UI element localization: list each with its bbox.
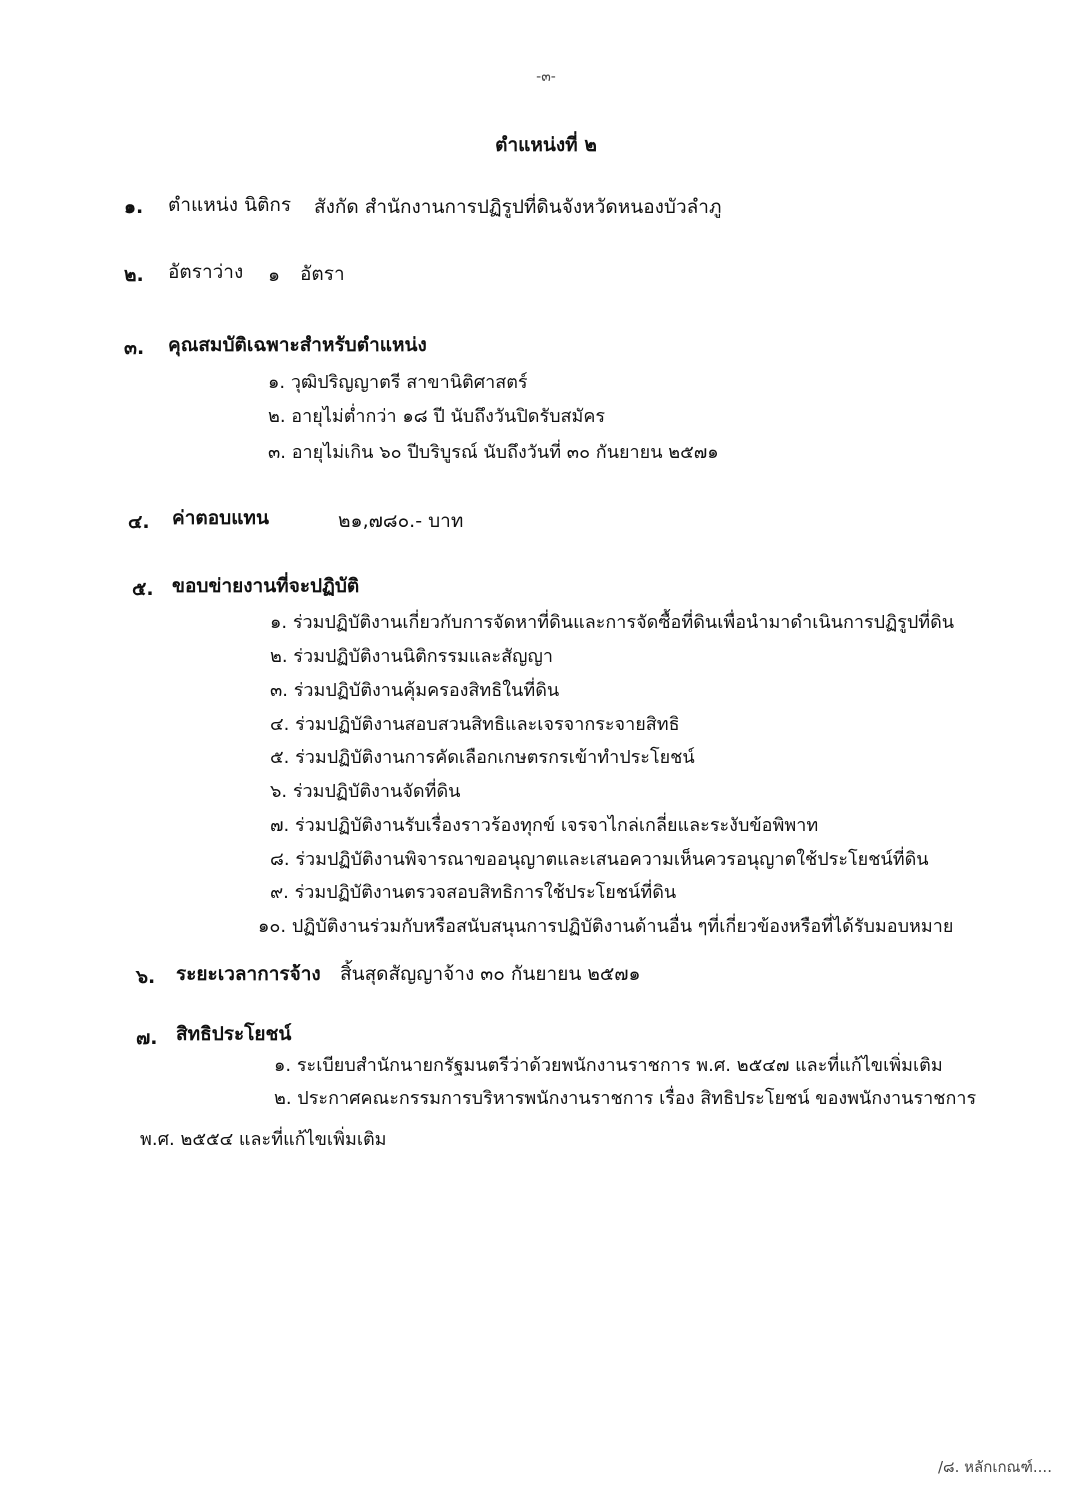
page-number: -๓- <box>536 69 556 85</box>
scope-item: ๔. ร่วมปฏิบัติงานสอบสวนสิทธิและเจรจากระจายสิทธิ <box>270 714 680 735</box>
benefit-item: ๒. ประกาศคณะกรรมการบริหารพนักงานราชการ เรื่อง สิทธิประโยชน์ ของพนักงานราชการ <box>274 1088 977 1109</box>
scope-heading: ขอบข่ายงานที่จะปฏิบัติ <box>172 575 360 597</box>
next-page-continuation: /๘. หลักเกณฑ์.... <box>938 1458 1052 1476</box>
benefits-heading: สิทธิประโยชน์ <box>176 1023 292 1045</box>
benefit-item-continuation: พ.ศ. ๒๕๕๔ และที่แก้ไขเพิ่มเติม <box>140 1129 387 1150</box>
qualification-item: ๒. อายุไม่ต่ำกว่า ๑๘ ปี นับถึงวันปิดรับสมัคร <box>268 406 606 427</box>
employment-period-label: ระยะเวลาการจ้าง <box>176 963 321 985</box>
compensation-value: ๒๑,๗๘๐.- บาท <box>338 510 464 532</box>
page-title: ตำแหน่งที่ ๒ <box>495 134 597 156</box>
scope-item: ๖. ร่วมปฏิบัติงานจัดที่ดิน <box>270 781 461 802</box>
qualification-item: ๑. วุฒิปริญญาตรี สาขานิติศาสตร์ <box>268 372 528 393</box>
section-number: ๖. <box>136 966 156 988</box>
section-number: ๗. <box>136 1027 158 1049</box>
vacancy-unit: อัตรา <box>300 263 345 285</box>
vacancy-count: ๑ <box>268 264 281 286</box>
scope-item: ๙. ร่วมปฏิบัติงานตรวจสอบสิทธิการใช้ประโยชน์ที่ดิน <box>270 882 677 903</box>
scope-item: ๕. ร่วมปฏิบัติงานการคัดเลือกเกษตรกรเข้าทำประโยชน์ <box>270 747 695 768</box>
qualifications-heading: คุณสมบัติเฉพาะสำหรับตำแหน่ง <box>168 334 427 356</box>
scope-item: ๘. ร่วมปฏิบัติงานพิจารณาขออนุญาตและเสนอความเห็นควรอนุญาตใช้ประโยชน์ที่ดิน <box>270 849 929 870</box>
scope-item: ๑๐. ปฏิบัติงานร่วมกับหรือสนับสนุนการปฏิบัติงานด้านอื่น ๆที่เกี่ยวข้องหรือที่ได้รับมอบหมาย <box>258 916 954 937</box>
scope-item: ๑. ร่วมปฏิบัติงานเกี่ยวกับการจัดหาที่ดินและการจัดซื้อที่ดินเพื่อนำมาดำเนินการปฏิรูปที่ดิน <box>270 612 955 633</box>
affiliation-text: สังกัด สำนักงานการปฏิรูปที่ดินจังหวัดหนองบัวลำภู <box>314 196 722 218</box>
section-number: ๓. <box>124 337 145 359</box>
scope-item: ๒. ร่วมปฏิบัติงานนิติกรรมและสัญญา <box>270 646 553 667</box>
section-number: ๕. <box>132 578 154 600</box>
qualification-item: ๓. อายุไม่เกิน ๖๐ ปีบริบูรณ์ นับถึงวันที่ ๓๐ กันยายน ๒๕๗๑ <box>268 442 719 463</box>
section-number: ๒. <box>124 264 144 286</box>
section-number: ๑. <box>124 196 144 218</box>
scope-item: ๗. ร่วมปฏิบัติงานรับเรื่องราวร้องทุกข์ เจรจาไกล่เกลี่ยและระงับข้อพิพาท <box>270 815 819 836</box>
benefit-item: ๑. ระเบียบสำนักนายกรัฐมนตรีว่าด้วยพนักงานราชการ พ.ศ. ๒๕๔๗ และที่แก้ไขเพิ่มเติม <box>274 1055 943 1076</box>
employment-period-value: สิ้นสุดสัญญาจ้าง ๓๐ กันยายน ๒๕๗๑ <box>340 963 641 985</box>
position-label: ตำแหน่ง นิติกร <box>168 194 292 216</box>
vacancy-label: อัตราว่าง <box>168 261 244 283</box>
scope-item: ๓. ร่วมปฏิบัติงานคุ้มครองสิทธิในที่ดิน <box>270 680 560 701</box>
compensation-label: ค่าตอบแทน <box>172 507 269 529</box>
section-number: ๔. <box>128 511 150 533</box>
